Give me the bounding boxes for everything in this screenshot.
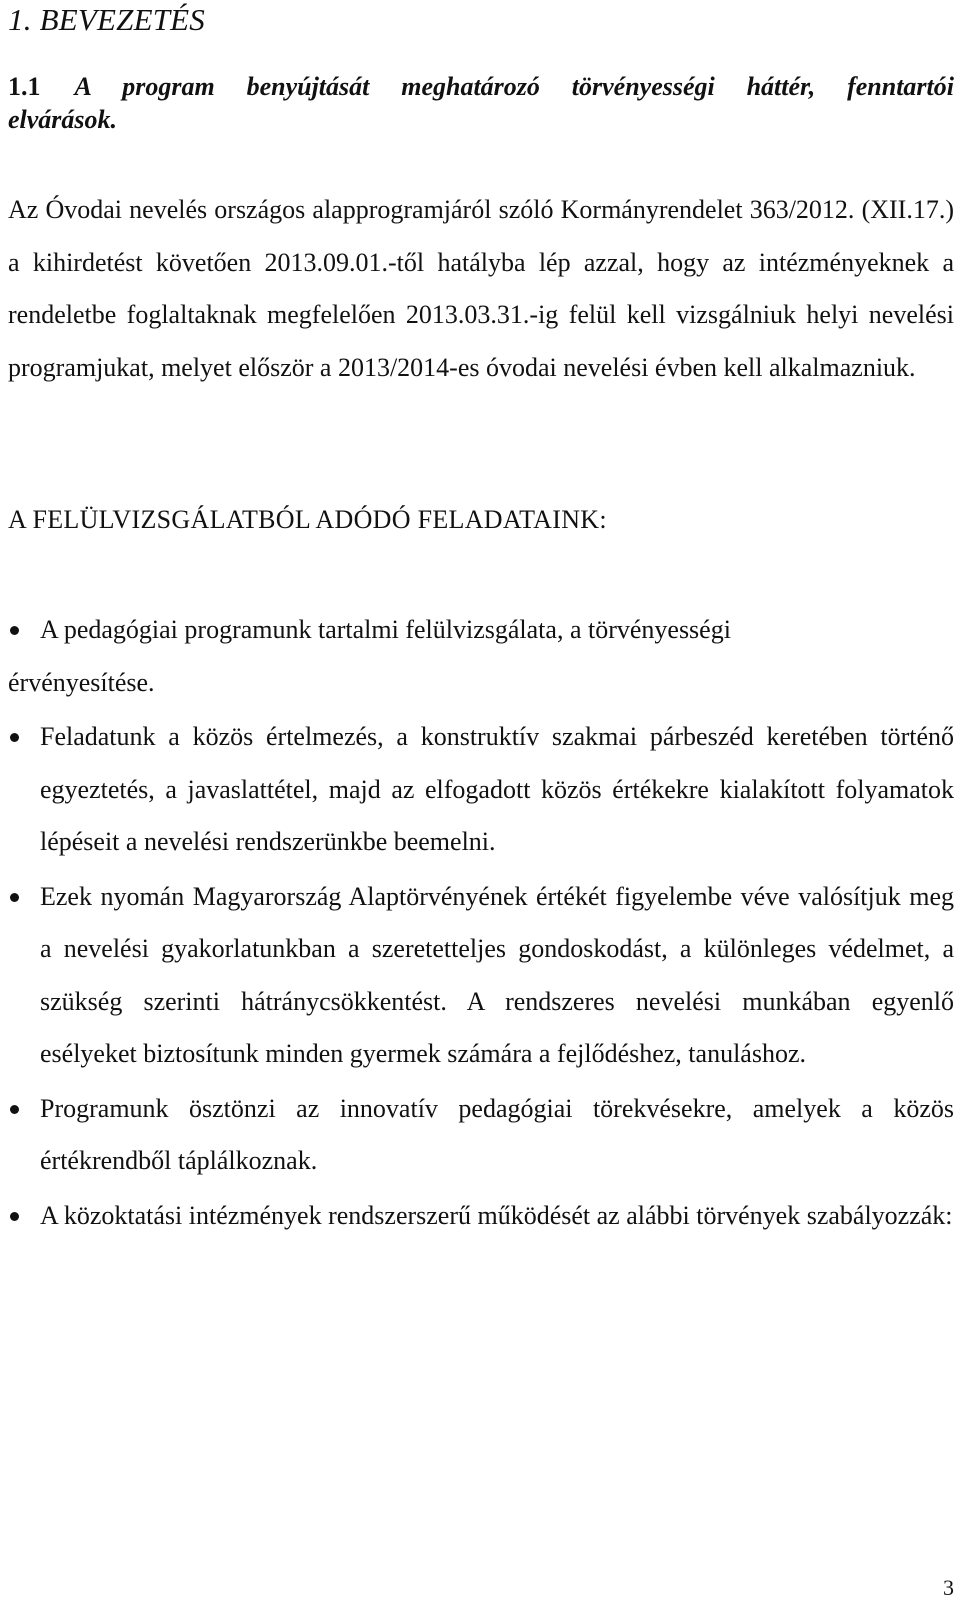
list-item-text: Programunk ösztönzi az innovatív pedagógiai törekvésekre, amelyek a közös értékrendből táplálkoznak. [40, 1093, 954, 1175]
list-item-text: Ezek nyomán Magyarország Alaptörvényének értékét figyelembe véve valósítjuk meg a nevelési gyakorlatunkban a szeretetteljes gondoskodást, a különleges védelmet, a szükség szerinti hátránycsökkentést. A rendszeres nevelési munkában egyenlő esélyeket biztosítunk minden gyermek számára a fejlődéshez, tanuláshoz. [40, 881, 954, 1068]
list-item-text: A pedagógiai programunk tartalmi felülvizsgálata, a törvényességi [40, 615, 731, 644]
list-item [8, 1083, 954, 1188]
list-item [8, 711, 954, 869]
bullet-icon [10, 1212, 19, 1221]
section-heading [8, 70, 954, 136]
list-item [8, 871, 954, 1081]
chapter-heading: 1. BEVEZETÉS [8, 2, 205, 37]
bullet-icon [10, 893, 19, 902]
list-item-text: A közoktatási intézmények rendszerszerű működését az alábbi törvények szabályozzák: [40, 1200, 953, 1230]
list-item-text: Feladatunk a közös értelmezés, a konstruktív szakmai párbeszéd keretében történő egyeztetés, a javaslattétel, majd az elfogadott közös értékekre kialakított folyamatok lépéseit a nevelési rendszerünkbe beemelni. [40, 722, 954, 856]
page-number: 3 [943, 1575, 954, 1600]
bullet-icon [10, 1105, 19, 1114]
list-item [8, 604, 954, 709]
tasks-heading: A FELÜLVIZSGÁLATBÓL ADÓDÓ FELADATAINK: [8, 505, 607, 534]
list-item [8, 1190, 954, 1243]
bullet-icon [10, 626, 19, 635]
list-item-text-continuation: érvényesítése. [8, 667, 155, 697]
intro-paragraph: Az Óvodai nevelés országos alapprogramjáról szóló Kormányrendelet 363/2012. (XII.17.) a kihirdetést követően 2013.09.01.-től hatályba lép azzal, hogy az intézményeknek a rendeletbe foglaltaknak megfelelően 2013.03.31.-ig felül kell vizsgálniuk helyi nevelési programjukat, melyet először a 2013/2014-es óvodai nevelési évben kell alkalmazniuk. [8, 195, 954, 382]
section-title: A program benyújtását meghatározó törvényességi háttér, fenntartói elvárások. [8, 72, 954, 134]
tasks-list [8, 604, 954, 1244]
section-number: 1.1 [8, 72, 41, 101]
bullet-icon [10, 733, 19, 742]
